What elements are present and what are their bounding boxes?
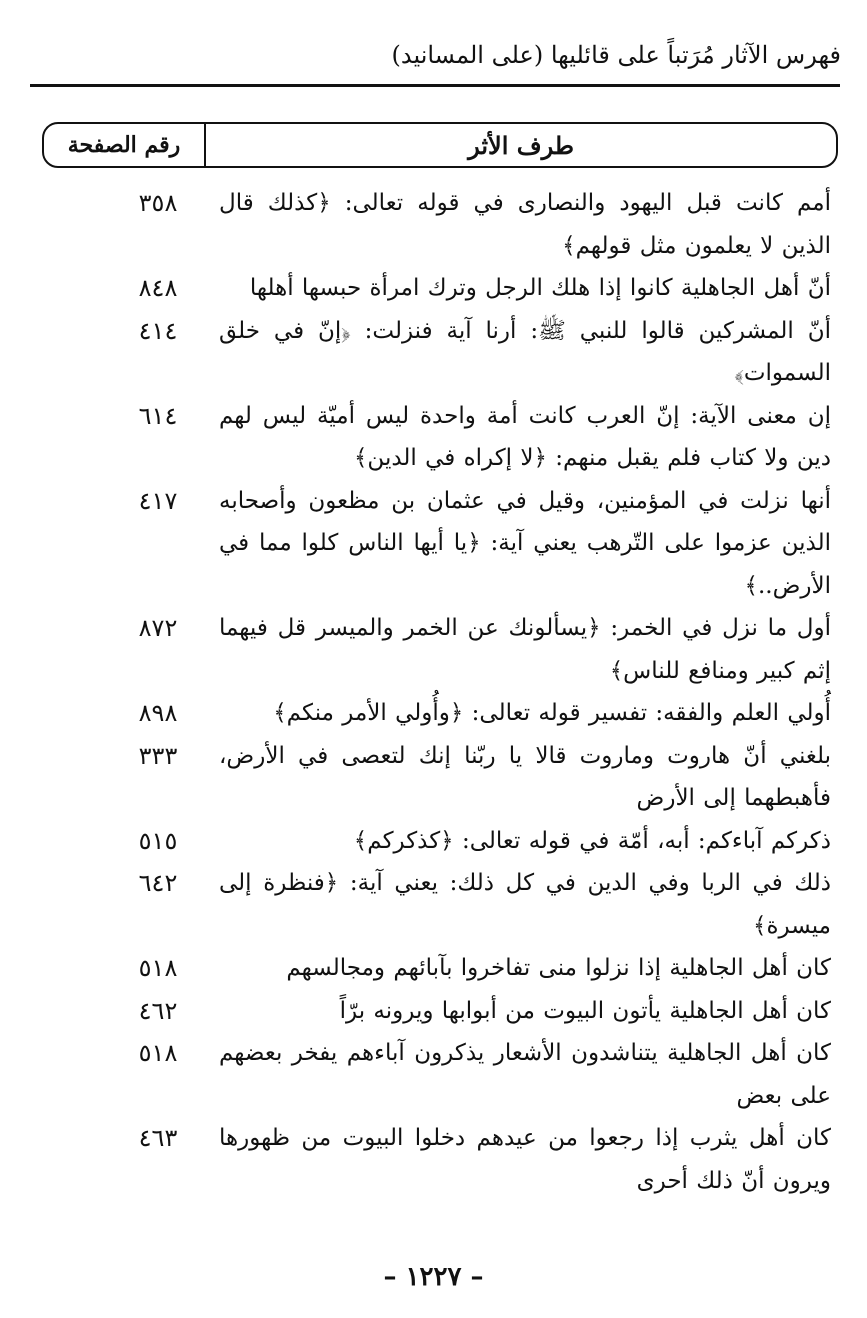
entry-text: أُولي العلم والفقه: تفسير قوله تعالى: ﴿وأُولي الأمر منكم﴾ (273, 700, 831, 726)
index-entry (0, 395, 867, 480)
index-entry (0, 182, 867, 267)
entry-page-number: ٦٤٢ (138, 869, 178, 897)
entry-page-number: ٥١٥ (138, 826, 178, 855)
entry-page-number: ٤٦٢ (138, 996, 178, 1025)
entry-page-number: ٨٩٨ (138, 699, 178, 727)
index-entry (0, 947, 867, 990)
index-entry (0, 820, 867, 863)
column-header-box (42, 122, 838, 168)
entry-text: إن معنى الآية: إنّ العرب كانت أمة واحدة ليس أميّة ليس لهم دين ولا كتاب فلم يقبل منهم: ﴿لا إكراه في الدين﴾ (219, 402, 831, 471)
entry-text: كان أهل الجاهلية يتناشدون الأشعار يذكرون آباءهم يفخر بعضهم على بعض (219, 1040, 831, 1109)
index-entry (0, 267, 867, 310)
index-entry (0, 692, 867, 735)
index-entry (0, 862, 867, 947)
index-entry (0, 310, 867, 395)
entry-page-number: ٨٤٨ (138, 274, 178, 302)
entry-text: أنّ المشركين قالوا للنبي ﷺ: أرنا آية فنزلت: ﴿إنّ في خلق السموات﴾ (219, 317, 831, 386)
entry-page-number: ٨٧٢ (138, 614, 178, 642)
entry-text: بلغني أنّ هاروت وماروت قالا يا ربّنا إنك لتعصى في الأرض، فأهبطهما إلى الأرض (219, 742, 831, 811)
entry-text: كان أهل الجاهلية يأتون البيوت من أبوابها ويرونه برّاً (339, 997, 831, 1024)
entry-text: أنّ أهل الجاهلية كانوا إذا هلك الرجل وترك امرأة حبسها أهلها (249, 275, 831, 301)
entry-text: أول ما نزل في الخمر: ﴿يسألونك عن الخمر والميسر قل فيهما إثم كبير ومنافع للناس﴾ (219, 615, 831, 684)
column-header-page-label: رقم الصفحة (67, 132, 181, 158)
column-header-text-label: طرف الأثر (468, 130, 574, 160)
entry-text: ذلك في الربا وفي الدين في كل ذلك: يعني آية: ﴿فنظرة إلى ميسرة﴾ (219, 870, 831, 939)
entry-text: أمم كانت قبل اليهود والنصارى في قوله تعالى: ﴿كذلك قال الذين لا يعلمون مثل قولهم﴾ (219, 190, 831, 259)
entry-text: ذكركم آباءكم: أبه، أمّة في قوله تعالى: ﴿كذكركم﴾ (353, 827, 831, 854)
index-entry (0, 607, 867, 692)
index-entry (0, 1117, 867, 1202)
entry-page-number: ٣٣٣ (138, 741, 178, 770)
page-number-footer: – ١٢٢٧ – (383, 1262, 484, 1292)
entry-page-number: ٦١٤ (138, 401, 178, 430)
entry-text: كان أهل الجاهلية إذا نزلوا منى تفاخروا بآبائهم ومجالسهم (286, 955, 831, 981)
header-rule (30, 84, 840, 87)
index-entry (0, 735, 867, 820)
index-entries (0, 182, 867, 1202)
index-entry (0, 1032, 867, 1117)
entry-text: كان أهل يثرب إذا رجعوا من عيدهم دخلوا البيوت من ظهورها ويرون أنّ ذلك أحرى (219, 1125, 831, 1194)
entry-text: أنها نزلت في المؤمنين، وقيل في عثمان بن مظعون وأصحابه الذين عزموا على التّرهب يعني آية: ﴿يا أيها الناس كلوا مما في الأرض..﴾ (219, 487, 831, 599)
index-entry (0, 480, 867, 608)
entry-page-number: ٤٦٣ (138, 1124, 178, 1152)
entry-page-number: ٣٥٨ (138, 189, 178, 217)
column-header-divider (204, 124, 206, 166)
running-header-title: فهرس الآثار مُرَتباً على قائليها (على المسانيد) (391, 41, 841, 69)
index-entry (0, 990, 867, 1033)
entry-page-number: ٤١٧ (138, 486, 178, 515)
entry-page-number: ٥١٨ (138, 954, 178, 982)
entry-page-number: ٤١٤ (138, 316, 178, 345)
entry-page-number: ٥١٨ (138, 1039, 178, 1067)
